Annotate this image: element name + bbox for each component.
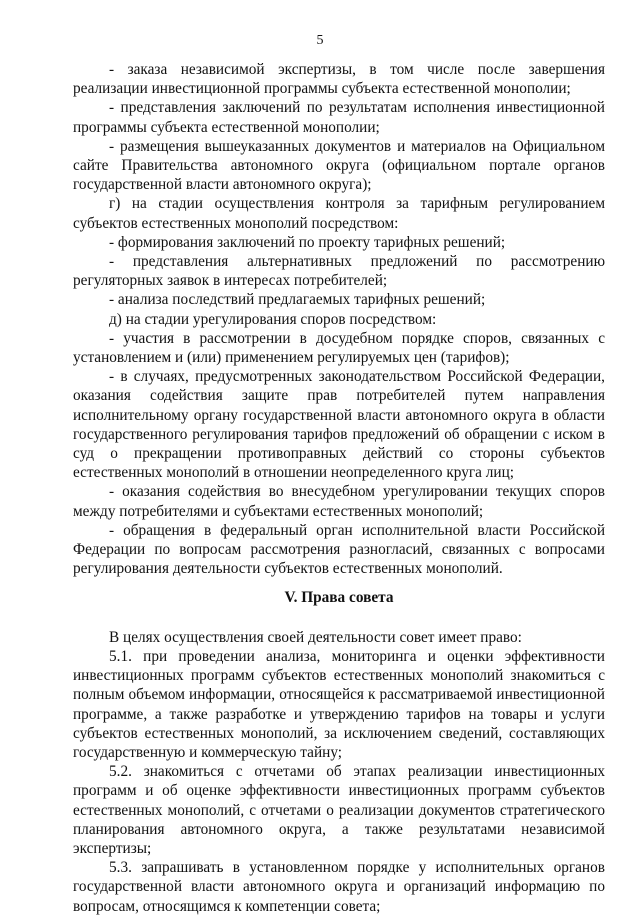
paragraph: г) на стадии осуществления контроля за тарифным регулированием субъектов естественных монополий посредством: (73, 195, 605, 232)
paragraph: 5.3. запрашивать в установленном порядке у исполнительных органов государственной власти автономного округа и организаций информацию по вопросам, относящимся к компетенции совета; (73, 859, 605, 915)
paragraph: - размещения вышеуказанных документов и материалов на Официальном сайте Правительства автономного округа (официальном портале органов государственной власти автономного округа); (73, 137, 605, 194)
paragraph: - представления заключений по результатам исполнения инвестиционной программы субъекта естественной монополии; (73, 99, 605, 136)
paragraph: - обращения в федеральный орган исполнительной власти Российской Федерации по вопросам рассмотрения разногласий, связанных с вопросами регулирования деятельности субъектов естественных монополий. (73, 521, 605, 578)
paragraph: - представления альтернативных предложений по рассмотрению регуляторных заявок в интересах потребителей; (73, 253, 605, 290)
paragraph: - анализа последствий предлагаемых тарифных решений; (109, 291, 486, 309)
paragraph: - оказания содействия во внесудебном урегулировании текущих споров между потребителями и субъектами естественных монополий; (73, 483, 605, 520)
paragraph: - участия в рассмотрении в досудебном порядке споров, связанных с установлением и (или) применением регулируемых цен (тарифов); (73, 329, 605, 367)
paragraph: 5.1. при проведении анализа, мониторинга и оценки эффективности инвестиционных программ субъектов естественных монополий знакомиться с полным объемом информации, относящейся к рассматриваемой инвестиционной программе, а также разработке и утверждению тарифов на товары и услуги субъектов естественных монополий, за исключением сведений, составляющих государственную и коммерческую тайну; (73, 647, 605, 761)
document-body (73, 60, 605, 916)
paragraph: 5.2. знакомиться с отчетами об этапах реализации инвестиционных программ и об оценке эффективности инвестиционных программ субъектов естественных монополий, с отчетами о реализации документов стратегического планирования автономного округа, а также результатами независимой экспертизы; (73, 763, 605, 857)
paragraph: - формирования заключений по проекту тарифных решений; (109, 233, 506, 251)
paragraph: д) на стадии урегулирования споров посредством: (109, 310, 437, 328)
paragraph: - заказа независимой экспертизы, в том числе после завершения реализации инвестиционной программы субъекта естественной монополии; (73, 61, 605, 98)
page-number: 5 (316, 33, 324, 48)
paragraph: - в случаях, предусмотренных законодательством Российской Федерации, оказания содействия защите прав потребителей путем направления исполнительному органу государственной власти автономного округа в области государственного регулирования тарифов предложений об обращении с иском в суд о прекращении противоправных действий со стороны субъектов естественных монополий в отношении неопределенного круга лиц; (73, 368, 605, 482)
paragraph: В целях осуществления своей деятельности совет имеет право: (109, 628, 522, 646)
section-heading: V. Права совета (284, 589, 394, 607)
